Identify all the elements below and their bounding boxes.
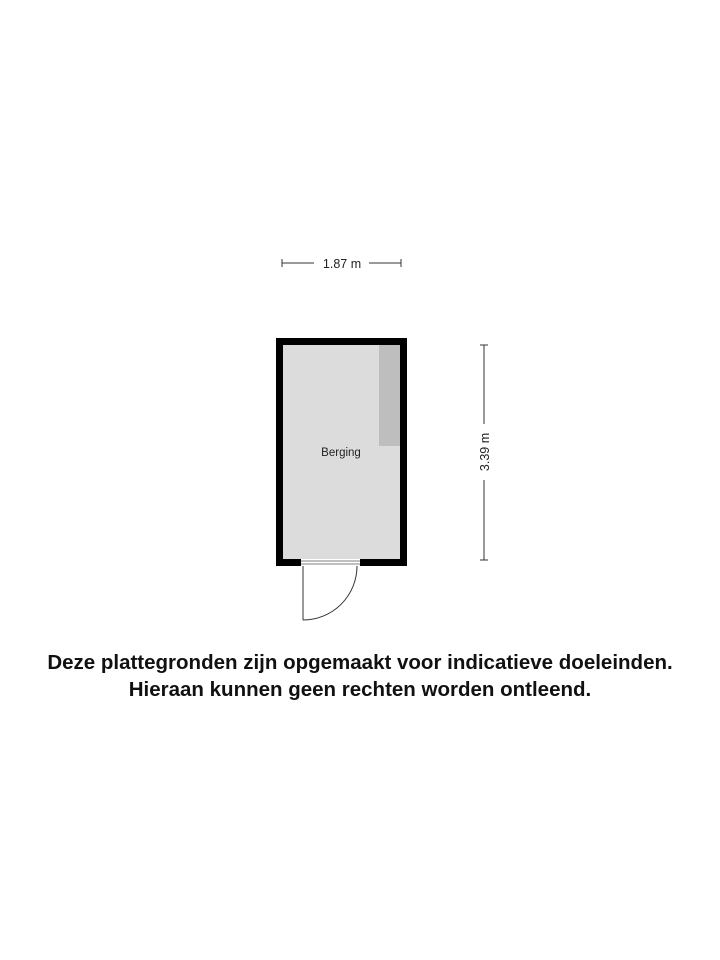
width-dimension-label: 1.87 m bbox=[322, 257, 362, 271]
room-label: Berging bbox=[321, 447, 361, 459]
width-dimension bbox=[282, 257, 401, 271]
disclaimer-line-1: Deze plattegronden zijn opgemaakt voor indicatieve doeleinden. bbox=[47, 651, 673, 674]
disclaimer-line-2: Hieraan kunnen geen rechten worden ontleend. bbox=[128, 678, 592, 701]
door-swing-arc bbox=[303, 566, 357, 620]
door bbox=[301, 559, 360, 620]
height-dimension bbox=[478, 345, 492, 560]
height-dimension-label: 3.39 m bbox=[478, 432, 492, 472]
door-opening bbox=[301, 559, 360, 566]
storage-cabinet bbox=[379, 345, 400, 446]
